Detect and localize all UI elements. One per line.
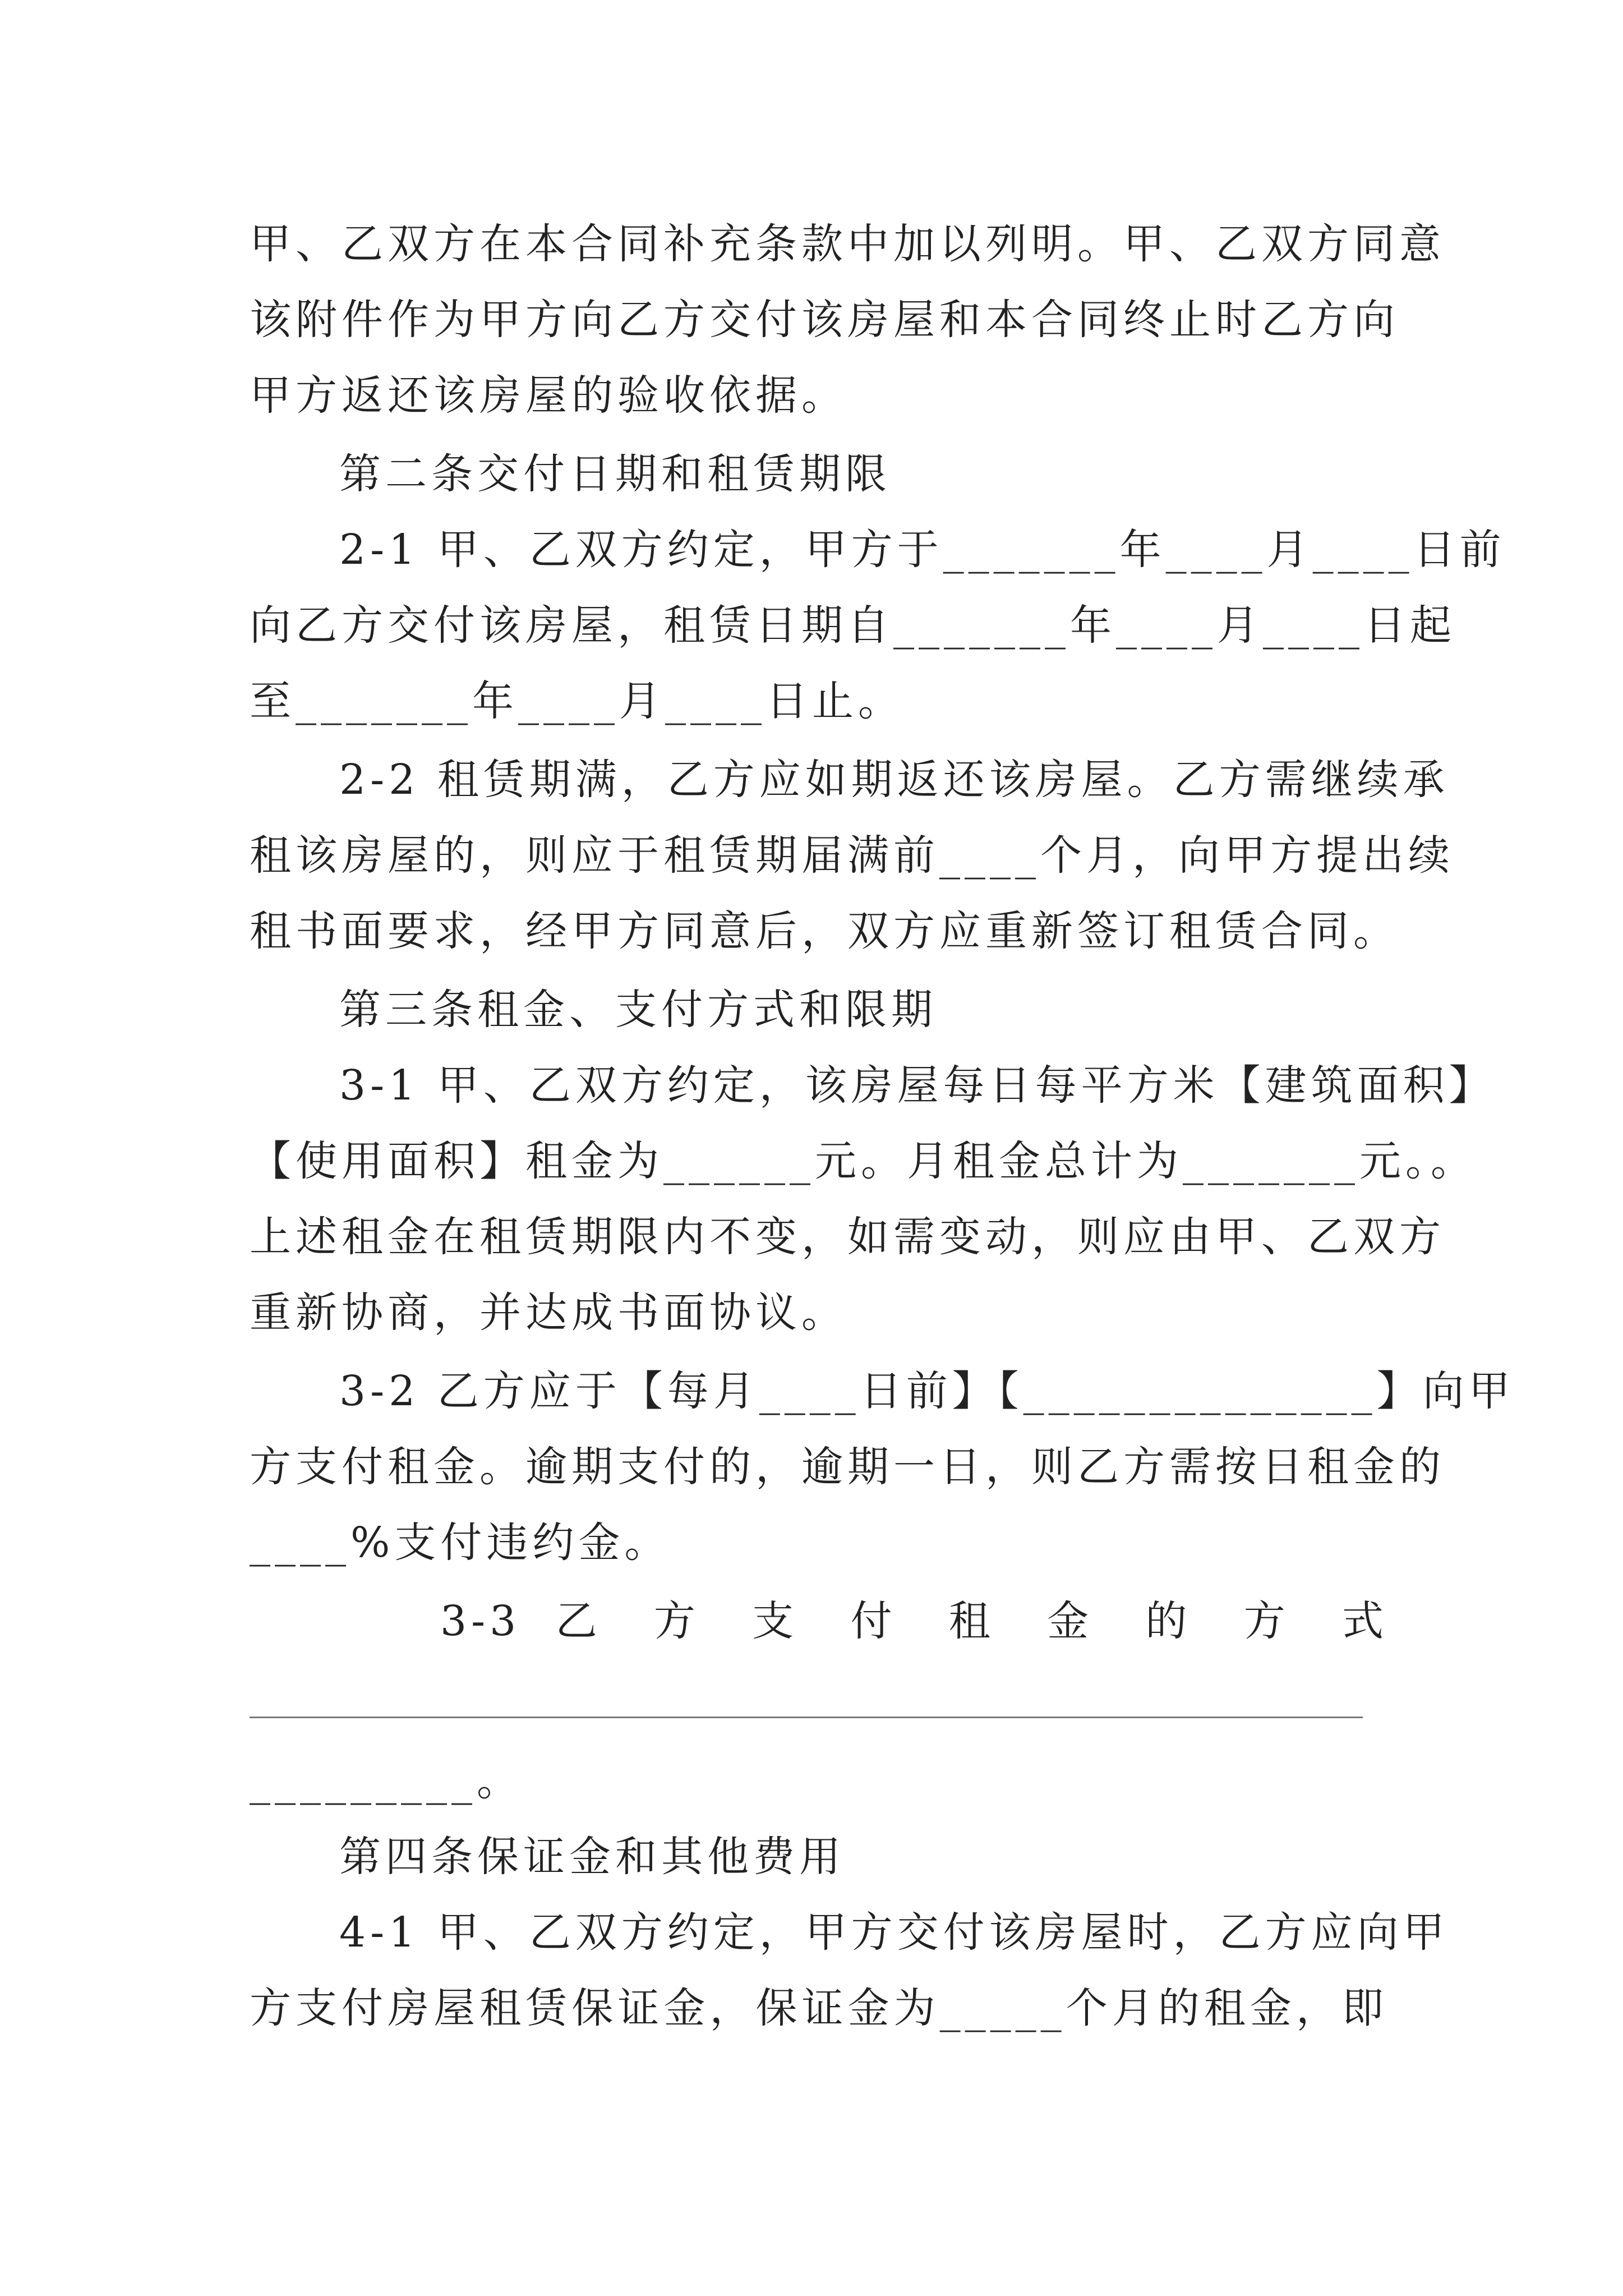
- text-line: _________。: [250, 1757, 523, 1805]
- text-line: 4-1 甲、乙双方约定，甲方交付该房屋时，乙方应向甲: [339, 1908, 1449, 1957]
- text-line: 3-1 甲、乙双方约定，该房屋每日每平方米【建筑面积】: [339, 1061, 1495, 1110]
- section-heading: 第三条租金、支付方式和限期: [339, 986, 937, 1034]
- text-line: 至_______年____月____日止。: [250, 677, 904, 725]
- text-line: 甲、乙双方在本合同补充条款中加以列明。甲、乙双方同意: [250, 220, 1445, 268]
- section-heading: 第四条保证金和其他费用: [339, 1833, 845, 1881]
- blank-fill-line: [250, 1717, 1363, 1718]
- text-line: 租该房屋的，则应于租赁期届满前____个月，向甲方提出续: [250, 831, 1454, 880]
- text-line: ____%支付违约金。: [250, 1519, 671, 1567]
- text-line: 甲方返还该房屋的验收依据。: [250, 371, 847, 420]
- text-line: 该附件作为甲方向乙方交付该房屋和本合同终止时乙方向: [250, 296, 1399, 344]
- text-line: 2-2 租赁期满，乙方应如期返还该房屋。乙方需继续承: [339, 756, 1449, 804]
- text-line: 租书面要求，经甲方同意后，双方应重新签订租赁合同。: [250, 907, 1399, 955]
- text-line: 方支付房屋租赁保证金，保证金为_____个月的租金，即: [250, 1984, 1388, 2032]
- text-line: 3-3 乙 方 支 付 租 金 的 方 式: [440, 1597, 1388, 1645]
- text-line: 3-2 乙方应于【每月____日前】【______________】向甲: [339, 1367, 1515, 1415]
- text-line: 方支付租金。逾期支付的，逾期一日，则乙方需按日租金的: [250, 1443, 1445, 1491]
- text-line: 重新协商，并达成书面协议。: [250, 1289, 847, 1337]
- text-line: 上述租金在租赁期限内不变，如需变动，则应由甲、乙双方: [250, 1213, 1445, 1261]
- text-line: 【使用面积】租金为______元。月租金总计为_______元。。: [250, 1137, 1477, 1185]
- text-line: 2-1 甲、乙双方约定，甲方于_______年____月____日前: [339, 526, 1506, 574]
- text-line: 向乙方交付该房屋，租赁日期自_______年____月____日起: [250, 601, 1456, 650]
- section-heading: 第二条交付日期和租赁期限: [339, 450, 891, 498]
